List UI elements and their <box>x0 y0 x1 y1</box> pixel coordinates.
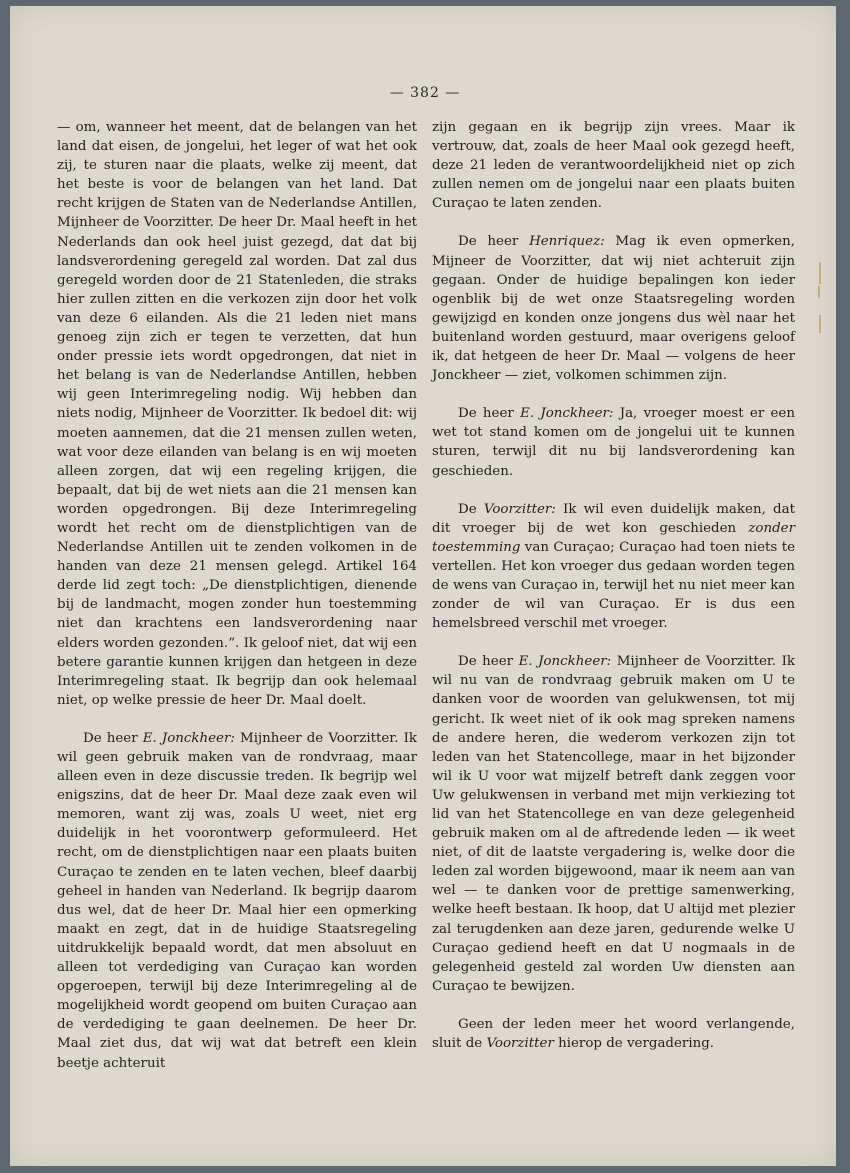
page-number: — 382 — <box>389 85 461 101</box>
paragraph-text: Geen der leden meer het woord verlangende, sluit de <box>432 1016 795 1052</box>
paragraph-text: — om, wanneer het meent, dat de belangen van het land dat eisen, de jongelui, het leger of wat het ook zij, te sturen naar die plaats, welke zij meent, dat het beste is voor de belangen van het land. Dat recht krijgen de Staten van de Nederlandse Antillen, Mijnheer de Voorzitter. De heer Dr. Maal heeft in het Nederlands dan ook heel juist gezegd, dat dat bij landsverordening geregeld zal worden. Dat zal dus geregeld worden door de 21 Statenleden, die straks hier zullen zitten en die verkozen zijn door het volk van deze 6 eilanden. Als die 21 leden niet mans genoeg zijn zich er tegen te verzetten, dat hun onder pressie iets wordt opgedrongen, dat niet in het belang is van de Nederlandse Antillen, hebben wij geen Interimregeling nodig. Wij hebben dan niets nodig, Mijnheer de Voorzitter. Ik bedoel dit: wij moeten aannemen, dat die 21 mensen zullen weten, wat voor deze eilanden van belang is en wij moeten alleen zorgen, dat wij een regeling krijgen, die bepaalt, dat bij de wet niets aan die 21 mensen kan worden opgedrongen. Bij deze Interimregeling wordt het recht om de dienstplichtigen van de Nederlandse Antillen uit te zenden volkomen in de handen van deze 21 mensen gelegd. Artikel 164 derde lid zegt toch: „De dienstplichtigen, dienende bij de landmacht, mogen zonder hun toestemming niet dan krachtens een landsverordening naar elders worden gezonden.”. Ik geloof niet, dat wij een betere garantie kunnen krijgen dan hetgeen in deze Interimregeling staat. Ik begrijp dan ook helemaal niet, op welke pressie de heer Dr. Maal doelt. <box>57 120 417 708</box>
paragraph-text: Mijnheer de Voorzitter. Ik wil nu van de rondvraag gebruik maken om U te danken voor de woorden van gelukwensen, tot mij gericht. Ik weet niet of ik ook mag spreken namens de andere heren, die wederom verkozen zijn tot leden van het Statencollege, maar in het bijzonder wil ik U voor wat mijzelf betreft dank zeggen voor Uw gelukwensen in verband met mijn verkiezing tot lid van het Statencollege en van deze gelegenheid gebruik maken om al de aftredende leden — ik weet niet, of dit de laatste vergadering is, welke door die leden zal worden bijgewoond, maar ik neem aan van wel — te danken voor de prettige samenwerking, welke heeft bestaan. Ik hoop, dat U altijd met plezier zal terugdenken aan deze jaren, gedurende welke U Curaçao gediend heeft en dat U nogmaals in de gelegenheid gesteld zal worden Uw diensten aan Curaçao te bewijzen. <box>432 654 795 994</box>
paragraph <box>432 500 795 634</box>
paragraph-text: De <box>458 501 484 517</box>
paragraph-text: Ik wil even duidelijk maken, dat dit vroeger bij de wet kon geschieden <box>432 501 795 536</box>
paragraph-text: Mijnheer de Voorzitter. Ik wil geen gebruik maken van de rondvraag, maar alleen even in deze discussie treden. Ik begrijp wel enigszins, dat de heer Dr. Maal deze zaak even wil memoren, want zij was, zoals U weet, niet erg duidelijk in het voorontwerp geformuleerd. Het recht, om de dienstplichtigen naar een plaats buiten Curaçao te zenden en te laten vechen, bleef daarbij geheel in handen van Nederland. Ik begrijp daarom dus wel, dat de heer Dr. Maal hier een opmerking maakt en zegt, dat in de huidige Staatsregeling uitdrukkelijk bepaald wordt, dat men absoluut en alleen tot verdediging van Curaçao kan worden opgeroepen, terwijl bij deze Interimregeling al de mogelijkheid wordt geopend om buiten Curaçao aan de verdediging te gaan deelnemen. De heer Dr. Maal ziet dus, dat wij wat dat betreft een klein beetje achteruit <box>57 730 417 1071</box>
margin-mark <box>819 262 821 284</box>
paragraph <box>432 118 795 213</box>
paragraph-text: Mag ik even opmerken, Mijneer de Voorzitter, dat wij niet achteruit zijn gegaan. Onder de huidige bepalingen kon ieder ogenblik bij de wet onze Staatsregeling worden gewijzigd en konden onze jongens dus wèl naar het buitenland worden gestuurd, maar overigens geloof ik, dat hetgeen de heer Dr. Maal — volgens de heer Jonckheer — ziet, volkomen schimmen zijn. <box>432 234 795 384</box>
emphasis-text: zonder toestemming <box>432 520 795 555</box>
paragraph-text: De heer <box>83 730 143 746</box>
margin-mark <box>819 315 821 333</box>
speaker-name: E. Jonckheer: <box>518 654 612 670</box>
speaker-name: Henriquez: <box>529 234 605 250</box>
speaker-name: E. Jonckheer: <box>520 406 614 422</box>
paragraph-text: De heer <box>458 234 530 250</box>
paragraph <box>57 729 417 1073</box>
paragraph <box>432 652 795 996</box>
paragraph-text: Ja, vroeger moest er een wet tot stand komen om de jongelui uit te kunnen sturen, terwijl dit nu bij landsverordening kan geschieden. <box>432 406 795 479</box>
speaker-name: Voorzitter <box>486 1036 554 1052</box>
paragraph-text: De heer <box>458 406 521 422</box>
left-column <box>57 118 417 1092</box>
paragraph-text: De heer <box>458 654 519 670</box>
speaker-name: E. Jonckheer: <box>142 730 235 746</box>
paragraph <box>432 232 795 385</box>
paragraph-text: van Curaçao; Curaçao had toen niets te vertellen. Het kon vroeger dus gedaan worden tegen de wens van Curaçao in, terwijl het nu niet meer kan zonder de wil van Curaçao. Er is dus een hemelsbreed verschil met vroeger. <box>432 539 795 632</box>
paragraph-text: hierop de vergadering. <box>553 1036 715 1052</box>
paragraph <box>432 404 795 480</box>
paragraph <box>432 1015 795 1053</box>
speaker-name: Voorzitter: <box>483 501 556 517</box>
paragraph-text: zijn gegaan en ik begrijp zijn vrees. Maar ik vertrouw, dat, zoals de heer Maal ook gezegd heeft, deze 21 leden de verantwoordelijkheid niet op zich zullen nemen om de jongelui naar een plaats buiten Curaçao te laten zenden. <box>432 120 795 212</box>
right-column <box>432 118 795 1072</box>
margin-mark <box>818 286 820 298</box>
paragraph <box>57 118 417 710</box>
